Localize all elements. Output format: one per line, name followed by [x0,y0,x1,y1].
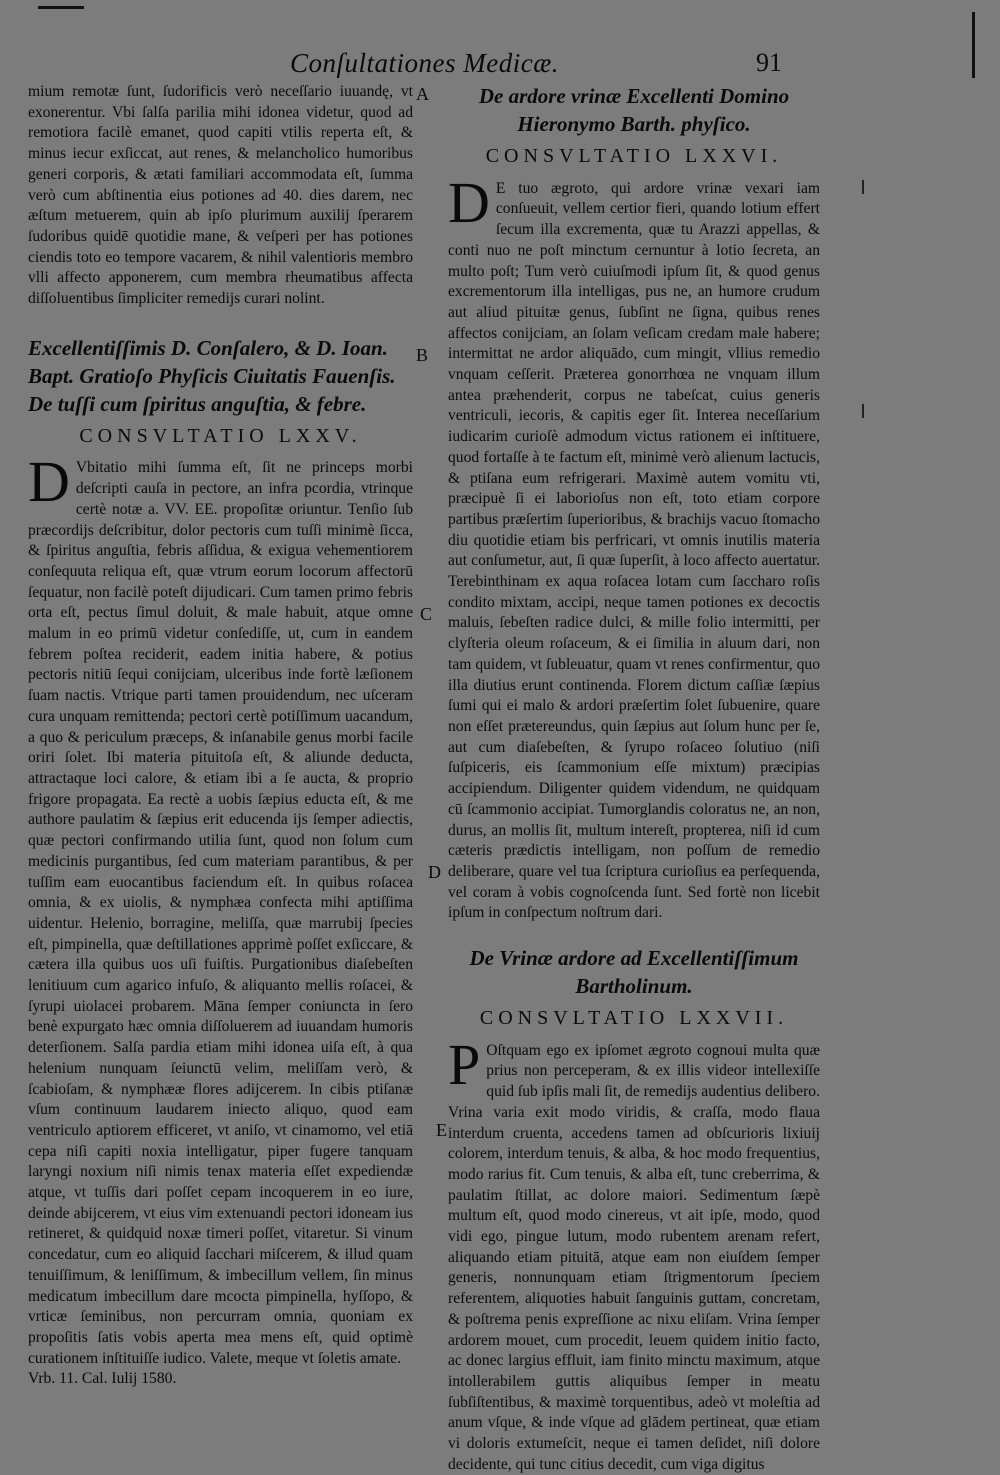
consultation-75-label: CONSVLTATIO LXXV. [79,424,362,447]
page-number: 91 [756,48,782,77]
margin-tick-mark [862,180,864,194]
consultation-76-body [448,169,820,924]
continued-paragraph: mium remotæ ſunt, ſudorificis verò neceſſario iuuandę, vt exonerentur. Vbi ſalſa parilia mihi idonea videtur, quod ad remotiora facilè emanet, quod capiti vtilis reperta eſt, & minus iecur exſiccat, aut renes, & melancholico humoribus generi corporis, & ætati familiari accommodata eſt, ſumma verò cum abſtinentia eius potiones ad 40. dies darem, nec æſtum metuerem, quin ab ipſo plurimum auxilij ſperarem ſudoribus quidē quotidie mane, & veſperi per has potiones ciendis toto eo tempore vacarem, & nihil valentioris membro vlli affecto apponerem, cum membra rheumatibus affecta diſſoluentibus ſimpliciter remedijs curari nolint. [28,83,413,308]
margin-letter-c: C [420,604,433,624]
drop-cap: P [448,1031,481,1097]
right-column [448,82,820,1475]
left-column [28,82,413,1390]
consultation-75-text: Vbitatio mihi ſumma eſt, ſit ne princeps morbi deſcripti cauſa in pectore, an infra pcordia, vtrinque certè notæ a. VV. EE. propoſitæ oriuntur. Tenſio ſub præcordijs deſcribitur, dolor pectoris cum tuſſi minimè ſicca, & ſpiritus anguſtia, febris aſſidua, & exigua vehementiorem conſequuta reliqua eſt, quæ vtrum eorum locorum affectorū ſequatur, non facilè poteſt dijudicari. Cum tamen primo febris orta eſt, pectus ſimul doluit, & male habuit, atque omne malum in eo primū videtur conſediſſe, ut, cum in eandem febrem poſtea reciderit, eadem initia habere, & potius pectoris nitiū ſequi conijciam, ulceribus inde fortè læſionem ſuam nactis. Vtrique parti tamen prouidendum, nec uſceram cura unquam remittenda; pectori certè potiſſimum uacandum, a quo & periculum præceps, & inſanabile genus morbi facile oriri ſolet. Ibi materia pituitoſa eſt, & aliunde deducta, attractaque loci calore, & etiam ibi a ſe aucta, & proprio frigore propagata. Ea rectè a uobis ſæpius educta eſt, & me authore paulatim & ſæpius erit educenda ijs ſemper adiectis, quæ pectori confirmando utilia ſunt, quod non ſolum cum medicinis purgantibus, ſed cum materiam parantibus, & per tuſſim eam euocantibus faciendum eſt. In quibus roſacea omnia, & ex uiolis, & nymphæa confecta mihi aptiſſima uidentur. Helenio, borragine, meliſſa, quæ marrubij ſpecies eſt, pimpinella, quæ deſtillationes apprimè poſſet exſiccare, & cætera illa quibus uos uſi fuiſtis. Purgationibus diaſebeſten lenitiuum cum agarico infuſo, & aliquanto mellis roſacei, & ſyrupi uiolacei probarem. Māna ſemper coniuncta in ſero benè expurgato hæc omnia diſſoluerem ad iuuandam humoris deterſionem. Salſa pardia etiam mihi idonea uiſa eſt, à qua helenium nunquam ſeiunctū velim, meliſſam verò, & ſcabioſam, & nymphææ flores adijcerem. In cibis ptiſanæ vſum continuum laudarem iniecto aliquo, quod eam ventriculo aptiorem efficeret, vt aniſo, vt cinamomo, vel etiā cepa niſi capiti noxia intelligatur, piper fugere tanquam laryngi noxium niſi nimis tenax materia eſſet expediendæ atque, vt tuſſis dari poſſet cepam incoquerem in eo iure, deinde abijcerem, vt eius vim extenuandi pectori idoneam ius retineret, & quidquid noxæ timeri poſſet, vitaretur. Si vinum concedatur, cum eo aliquid ſacchari miſcerem, & illud quam tenuiſſimum, & leniſſimum, & imbecillum vellem, ſin minus medicatum imbecillum dare mcocta pimpinella, hyſſopo, & vrticæ ſeminibus, non percurram omnia, quoniam ex propoſitis ſatis vobis aperta mea mens eſt, quid optimè curationem inſtituiſſe iudico. Valete, meque vt ſoletis amate. [28,459,413,1367]
consultation-76-text: E tuo ægroto, qui ardore vrinæ vexari iam conſueuit, vellem certior fieri, quando lotium effert ſecum illa excrementa, quæ tu Arazzi appellas, & conti nuo ne poſt minctum cernuntur à lotio ſecreta, an multo poſt; Tum verò cuiuſmodi ipſum ſit, & quod genus excrementorum illa intelligas, pus ne, an humore crudum aut aliud pituitæ genus, ſubſint ne ſigna, quibus renes affectos conijciam, an ſolam veſicam credam male habere; intermittat ne ardor aliquādo, cum mingit, vllius remedio vnquam ceſſerit. Præterea gonorrhœa ne vnquam illum antea præhenderit, corpus ne tabeſcat, cuius generis ventriculi, iecoris, & capitis eger ſit. Interea neceſſarium iudicarim curioſè admodum victus rationem ei inſtituere, quod fortaſſe à te factum eſt, minimè verò alienum lactucis, & ptiſana eum refrigerari. Maximè autem vomitu vti, præcipuè ſi ei laborioſus non eſt, toto etiam corpore partibus præſertim ſuperioribus, & brachijs vacuo ſtomacho diu quotidie etiam bis perfricari, vt omnis inutilis materia aut conſumetur, aut, ſi quæ ſuperſit, à loco affecto auertatur. Terebinthinam ex aqua roſacea lotam cum ſaccharo roſis condito mixtam, accipi, neque tamen potiones ex decoctis maluis, ſebeſten radice dulci, & mille folio intermitti, per clyſteria oleum roſaceum, & ei ſimilia in aluum dari, non tam quidem, vt ſubleuatur, quam vt renes confirmentur, quo illa diutius erunt continenda. Florem dictum caſſiæ ſæpius ſumi qui ei malo & ardori præſertim ſolet ſubuenire, quare non eſſet prætereundus, quin ſæpius aut ſolum hunc per ſe, aut cum diaſebeſten, & ſyrupo roſaceo ſolutiuo (niſi ſuſpiceris, eis ſcammonium eſſe mixtum) præcipias accipiendum. Diligenter quidem videndum, ne quidquam cū ſcammonio accipiat. Tumorglandis coloratus ne, an non, durus, an mollis ſit, multum intereſt, propterea, niſi id cum cæteris prædictis intelligam, non poſſum de remedio deliberare, quare vel tua ſcriptura curioſius ea perſequenda, vel coram à vobis cognoſcenda ſunt. Sed fortè non licebit ipſum in conſpectum noſtrum dari. [448,179,820,922]
consultation-77-title: De Vrinæ ardore ad Excellentiſſimum Bartholinum. [469,946,799,999]
margin-letter-e: E [436,1120,447,1140]
consultation-77-label: CONSVLTATIO LXXVII. [479,1007,789,1030]
consultation-77-body [448,1031,820,1475]
drop-cap: D [448,169,490,235]
margin-tick-mark [862,404,864,418]
consultation-77-text: Oſtquam ego ex ipſomet ægroto cognoui multa quæ prius non perceperam, & ex illis videor intellexiſſe quid ſub ipſis mali ſit, de remedijs audentius delibero. Vrina varia exit modo viridis, & craſſa, modo flaua interdum cruenta, accedens tamen ad obſcurioris lixiuij colorem, interdum tenuis, & alba, & hoc modo frequentius, modo rarius fit. Cum tenuis, & alba eſt, tunc creberrima, & paulatim ſtillat, ac dolore maiori. Sedimentum ſæpè multum eſt, quod modo cinereus, vt ait ipſe, modo, quod vidi ego, pingue lutum, modo rubentem arenam refert, aliquando etiam pituitā, atque eam non eiuſdem ſemper generis, nonnunquam etiam ſtrigmentorum ſpeciem referentem, aliquoties habuit ſanguinis guttam, concretam, & poſtrema penis expreſſione ac nixu eliſam. Vrina ſemper ardorem mouet, cum procedit, leuem quidem initio facto, ac donec largius effluit, iam finito minctu maximum, atque intollerabilem guttis aliquibus ſemper in meatu ſubſiſtentibus, & maximè torquentibus, adeò vt moleſtia ad anum vſque, & inde vſque ad glādem pertineat, quæ etiam vi doloris extumeſcit, neque ei tamen deſidet, niſi dolore decidente, qui tunc citius decedit, cum viga digitus [448,1041,820,1473]
margin-letter-b: B [416,345,429,365]
running-title: Conſultationes Medicæ. [290,48,559,78]
top-right-rule [972,12,975,78]
consultation-76-label: CONSVLTATIO LXXVI. [485,145,783,167]
date-line: Vrb. 11. Cal. Iulij 1580. [28,1370,177,1388]
margin-letter-d: D [428,862,441,882]
drop-cap: D [28,449,70,515]
consultation-75-body [28,449,413,1369]
margin-letter-a: A [416,84,429,104]
top-left-rule [38,6,84,9]
consultation-76-title: De ardore vrinæ Excellenti Domino Hieronymo Barth. phyſico. [478,84,790,136]
consultation-75-title: Excellentiſſimis D. Conſalero, & D. Ioan. Bapt. Gratioſo Phyſicis Ciuitatis Fauenſis. De tuſſi cum ſpiritus anguſtia, & febre. [28,335,396,416]
